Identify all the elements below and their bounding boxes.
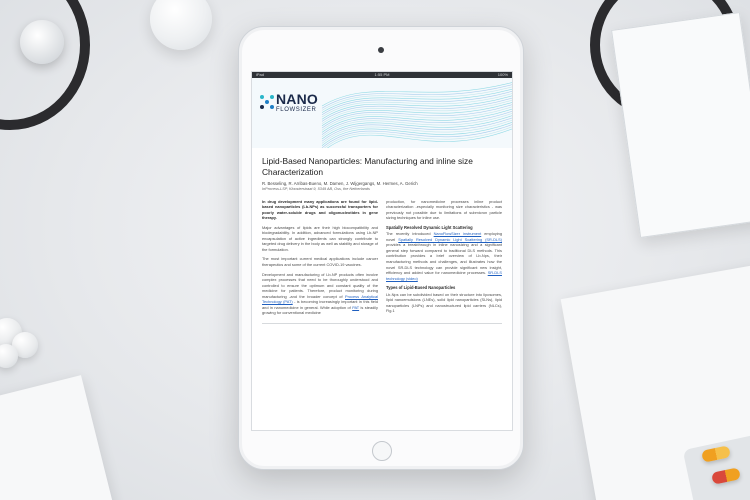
logo-dot-4 xyxy=(260,105,264,109)
logo-dot-5 xyxy=(270,105,274,109)
left-column xyxy=(262,199,378,320)
right-column xyxy=(386,199,502,320)
logo-dot-1 xyxy=(260,95,264,99)
home-button[interactable] xyxy=(372,441,392,461)
intro-paragraph: In drug development many applications are found for lipid-based nanoparticles (Lb-NPs) as successful transporters for poorly water-soluble drugs and oligonucleotides in gene therapy. xyxy=(262,198,378,221)
tablet-device xyxy=(238,26,524,470)
logo-text-sub: FLOWSIZER xyxy=(276,107,317,113)
header-banner xyxy=(252,78,512,148)
sr-dls-text-2: employing novel xyxy=(386,231,502,242)
paragraph-applications: The most important current medical applications include cancer therapeutics and some of the current COVID-19 vaccines. xyxy=(262,256,378,267)
logo-mark-icon xyxy=(260,94,274,112)
logo-dot-3 xyxy=(270,95,274,99)
pill-bottle-top xyxy=(150,0,212,50)
paragraph-sr-dls xyxy=(386,231,502,281)
wave-line xyxy=(322,104,512,128)
paragraph-advantages: Major advantages of lipids are their high biocompatibility and biodegradability. In addition, advanced formulations using Lb-NP encapsulation of active ingredients can strongly contribute to targeted drug delivery in the body as well as stability and storage of the formulation. xyxy=(262,224,378,252)
sr-dls-link[interactable]: Spatially Resolved Dynamic Light Scattering (SR-DLS) xyxy=(398,236,502,242)
article-columns xyxy=(262,199,502,320)
clipboard xyxy=(611,12,750,238)
development-text-3: is steadily growing for conventional medicine xyxy=(262,304,378,316)
wave-pattern xyxy=(252,78,512,148)
heading-sr-dls: Spatially Resolved Dynamic Light Scattering xyxy=(386,224,473,230)
divider xyxy=(262,323,502,324)
pat-short-link[interactable]: PAT xyxy=(352,304,360,310)
article-title: Lipid-Based Nanoparticles: Manufacturing and inline size Characterization xyxy=(262,156,473,177)
nanoflowsizer-logo[interactable] xyxy=(260,92,318,113)
sr-dls-text-1: The recently introduced xyxy=(386,231,431,237)
sr-dls-text-3: provides a breakthrough in inline nanosizing and a significant general step forward compared to traditional DLS methods. This contribution provides a brief overview of Lb-Nps, their manufacturing methods and challenges, and illustrates how the novel SR-DLS technology can provide significant new insight, efficiency and added value for nanomedicine processes. xyxy=(386,242,502,276)
status-time: 1:55 PM xyxy=(374,72,390,77)
stethoscope-chestpiece xyxy=(20,20,64,64)
status-battery: 100% xyxy=(497,72,508,77)
nanoflowsizer-link[interactable]: NanoFlowSizer instrument xyxy=(433,231,482,237)
front-camera xyxy=(378,47,384,53)
pill-round-3 xyxy=(0,344,18,368)
logo-text-main: NANO xyxy=(276,91,319,107)
paragraph-development xyxy=(262,272,378,316)
article-affiliation: InProcess-LSP, Kloosterstraat 9, 5349 AB, Oss, the Netherlands xyxy=(262,187,370,191)
sr-dls-video-link[interactable]: SR-DLS technology (video) xyxy=(386,270,502,281)
wave-line xyxy=(322,106,512,130)
logo-dot-2 xyxy=(265,100,269,104)
paragraph-types: Lb-Nps can be subdivided based on their structure into liposomes, lipid nanoemulsions (LNEs), solid lipid nanoparticles (SLNs), lipid nanoparticles (LNPs) and nanostructured lipid carriers (NLCs), Fig.1 xyxy=(386,291,502,314)
paper-sheet-left xyxy=(0,375,115,500)
development-text: Development and manufacturing of Lb-NP products often involve complex processes that need to be thoroughly understood and controlled to ensure the optimum and constant quality of the medicine for patients. Therefore, product monitoring during manufacturing -and the broader concept of xyxy=(262,271,378,299)
article-authors: R. Besseling, R. Arribas-Bueno, M. Damen, J. Wijgergangs, M. Hermes, A. Gerich xyxy=(262,181,418,186)
paragraph-production: production, for nanomedicine processes inline product characterization -especially monitoring size characteristics - was previously not possible due to limitations of submicron particle sizing techniques for inline use. xyxy=(386,198,502,221)
status-carrier: iPad xyxy=(256,72,265,77)
development-text-2: - is becoming increasingly important in this field and in nanomedicine in general. While adoption of xyxy=(262,299,378,310)
tablet-screen[interactable] xyxy=(251,71,513,431)
heading-types: Types of Lipid-Based Nanoparticles xyxy=(386,285,456,291)
pat-link[interactable]: Process Analytical Technology (PAT) xyxy=(262,293,378,305)
article-body xyxy=(252,148,512,324)
